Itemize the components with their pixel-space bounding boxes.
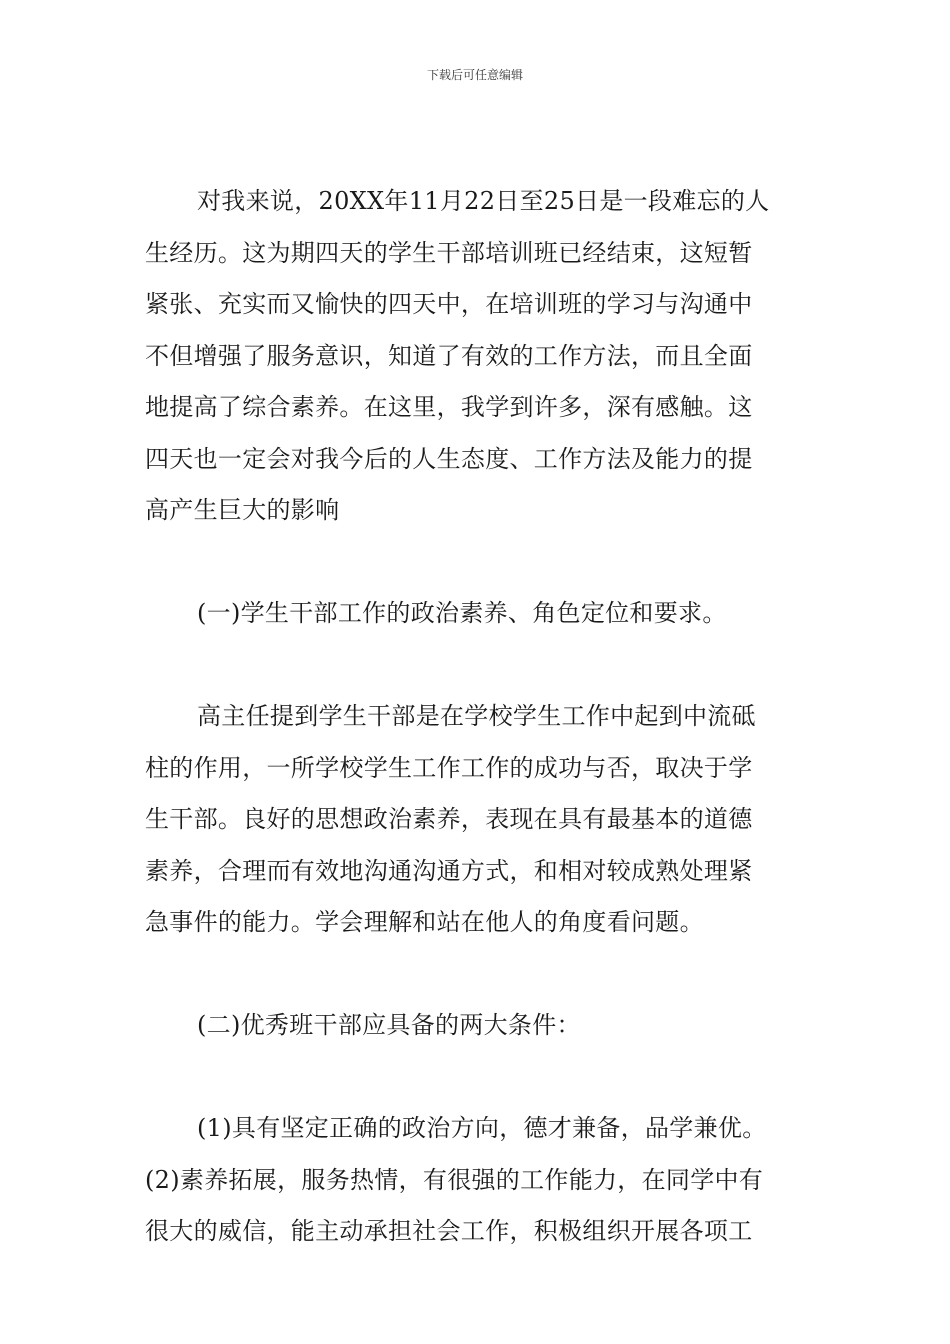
paragraph-gap xyxy=(145,949,807,1001)
paragraph-line: (1)具有坚定正确的政治方向，德才兼备，品学兼优。 xyxy=(197,1114,767,1142)
paragraph-line: 地提高了综合素养。在这里，我学到许多，深有感触。这 xyxy=(145,393,753,421)
paragraph-gap xyxy=(145,1052,807,1104)
paragraph-line: 紧张、充实而又愉快的四天中，在培训班的学习与沟通中 xyxy=(145,290,753,318)
section-heading-1: (一)学生干部工作的政治素养、角色定位和要求。 xyxy=(197,599,727,627)
paragraph-line: 生经历。这为期四天的学生干部培训班已经结束，这短暂 xyxy=(145,238,753,267)
paragraph-line: 高主任提到学生干部是在学校学生工作中起到中流砥 xyxy=(197,702,756,730)
paragraph-line: 急事件的能力。学会理解和站在他人的角度看问题。 xyxy=(145,908,704,936)
section-heading-2: (二)优秀班干部应具备的两大条件： xyxy=(197,1011,581,1039)
paragraph-gap xyxy=(145,537,807,589)
paragraph-conditions xyxy=(145,1103,807,1258)
paragraph-intro xyxy=(145,176,807,537)
paragraph-line: 柱的作用，一所学校学生工作工作的成功与否，取决于学 xyxy=(145,753,753,782)
page-header-note: 下载后可任意编辑 xyxy=(426,68,523,82)
paragraph-role xyxy=(145,691,807,949)
document-body xyxy=(145,176,807,1258)
paragraph-line: (2)素养拓展，服务热情，有很强的工作能力，在同学中有 xyxy=(145,1165,764,1194)
paragraph-gap xyxy=(145,640,807,692)
paragraph-line: 不但增强了服务意识，知道了有效的工作方法，而且全面 xyxy=(145,341,753,370)
paragraph-line: 对我来说，20XX年11月22日至25日是一段难忘的人 xyxy=(197,187,770,215)
paragraph-line: 四天也一定会对我今后的人生态度、工作方法及能力的提 xyxy=(145,444,753,473)
paragraph-line: 素养，合理而有效地沟通沟通方式，和相对较成熟处理紧 xyxy=(145,856,753,885)
paragraph-line: 很大的威信，能主动承担社会工作，积极组织开展各项工 xyxy=(145,1217,753,1245)
paragraph-line: 高产生巨大的影响 xyxy=(145,496,340,524)
paragraph-line: 生干部。良好的思想政治素养，表现在具有最基本的道德 xyxy=(145,805,753,833)
